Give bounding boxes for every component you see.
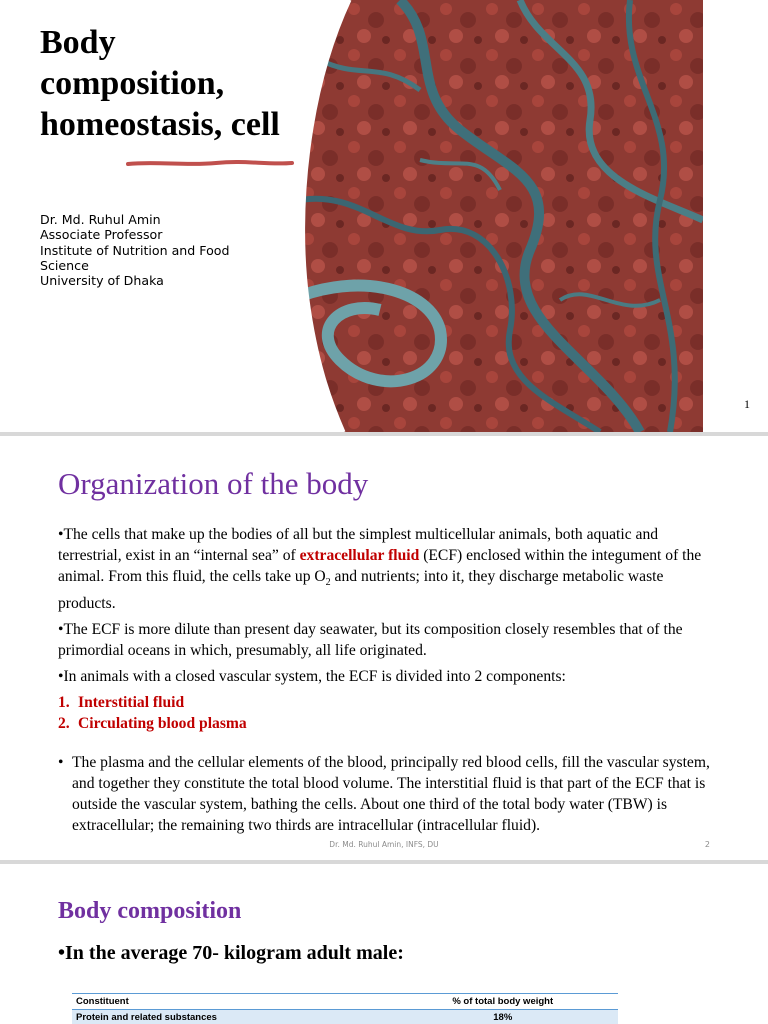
slide-title bbox=[40, 22, 340, 145]
subscript: 2 bbox=[325, 577, 331, 589]
highlight-term: extracellular fluid bbox=[299, 547, 420, 564]
column-header: % of total body weight bbox=[388, 994, 618, 1010]
title-line: composition, bbox=[40, 65, 225, 102]
table-cell: Protein and related substances bbox=[72, 1010, 388, 1024]
title-line: Body bbox=[40, 24, 116, 61]
organization-slide bbox=[0, 436, 768, 860]
table-row bbox=[72, 1010, 618, 1024]
bullet-text: The plasma and the cellular elements of the blood, principally red blood cells, fill the vascular system, and together they constitute the total blood volume. The interstitial fluid is that part of the ECF that is outside the vascular system, bathing the cells. About one third of the total body water (TBW) is extracellular; the remaining two thirds are intracellular (intracellular fluid). bbox=[72, 754, 710, 834]
list-label: Circulating blood plasma bbox=[78, 715, 247, 733]
author-name: Dr. Md. Ruhul Amin bbox=[40, 212, 161, 227]
text-run: (ECF) enclosed within the integument of the animal. From this fluid, the cells take up O bbox=[58, 547, 702, 585]
author-position: Associate Professor bbox=[40, 227, 163, 243]
page-number: 1 bbox=[744, 397, 750, 411]
aerial-texture-image bbox=[300, 0, 703, 432]
slide-title: Organization of the body bbox=[58, 466, 369, 501]
title-line: homeostasis, cell bbox=[40, 106, 280, 143]
composition-table bbox=[72, 993, 618, 1024]
list-number: 2. bbox=[58, 715, 70, 733]
author-institute: Institute of Nutrition and Food bbox=[40, 242, 230, 258]
column-header: Constituent bbox=[72, 994, 388, 1010]
page-number: 2 bbox=[704, 840, 710, 849]
table-cell: 18% bbox=[388, 1010, 618, 1024]
slide-body bbox=[58, 524, 710, 734]
components-list bbox=[58, 692, 710, 734]
list-item bbox=[58, 692, 710, 713]
slide-title: Body composition bbox=[58, 898, 242, 924]
paragraph-seawater: •The ECF is more dilute than present day seawater, but its composition closely resembles that of the primordial oceans in which, presumably, all life originated. bbox=[58, 621, 683, 660]
list-number: 1. bbox=[58, 694, 70, 712]
text-run: and nutrients; into it, they discharge metabolic waste products. bbox=[58, 568, 664, 613]
title-slide bbox=[0, 0, 768, 432]
bullet-dot: • bbox=[58, 754, 64, 771]
paragraph-ecf bbox=[58, 524, 710, 614]
author-university: University of Dhaka bbox=[40, 273, 164, 289]
body-composition-slide bbox=[0, 864, 768, 1024]
slide-footer: Dr. Md. Ruhul Amin, INFS, DU bbox=[329, 840, 439, 849]
bullet-paragraph bbox=[58, 752, 710, 836]
paragraph-components: •In animals with a closed vascular system, the ECF is divided into 2 components: bbox=[58, 668, 566, 686]
author-block bbox=[40, 212, 290, 288]
list-label: Interstitial fluid bbox=[78, 694, 185, 712]
list-item bbox=[58, 713, 710, 734]
accent-rule bbox=[126, 160, 294, 168]
table-header-row bbox=[72, 994, 618, 1010]
slide-subtitle: •In the average 70- kilogram adult male: bbox=[58, 942, 404, 964]
text-run: •The cells that make up the bodies of all but the simplest multicellular animals, both aquatic and terrestrial, exist in an “internal sea” of bbox=[58, 526, 659, 564]
author-institute-cont: Science bbox=[40, 257, 89, 273]
